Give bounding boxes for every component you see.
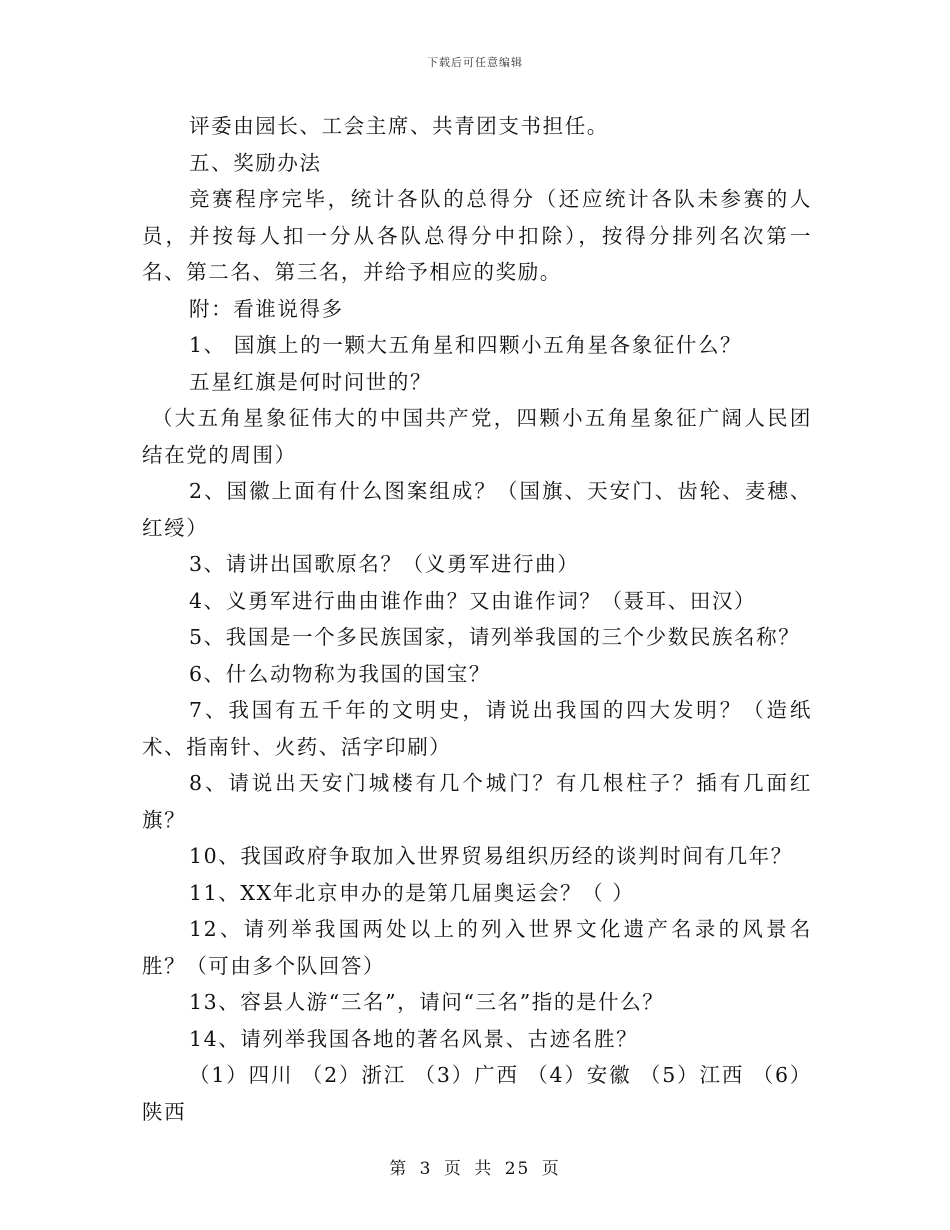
question-14: 14、请列举我国各地的著名风景、古迹名胜？ — [189, 1026, 639, 1051]
question-13: 13、容县人游“三名”，请问“三名”指的是什么？ — [189, 990, 665, 1014]
question-1-continued: 五星红旗是何时问世的？ — [189, 369, 433, 394]
question-8: 8、请说出天安门城楼有几个城门？有几根柱子？插有几面红旗？ — [142, 771, 812, 832]
question-1: 1、 国旗上的一颗大五角星和四颗小五角星各象征什么？ — [189, 333, 743, 357]
question-2: 2、国徽上面有什么图案组成？（国旗、天安门、齿轮、麦穗、红绶） — [142, 479, 812, 540]
question-6: 6、什么动物称为我国的国宝？ — [189, 661, 491, 686]
question-3: 3、请讲出国歌原名？（义勇军进行曲） — [189, 552, 580, 576]
question-10: 10、我国政府争取加入世界贸易组织历经的谈判时间有几年？ — [189, 844, 793, 868]
question-7: 7、我国有五千年的文明史，请说出我国的四大发明？（造纸术、指南针、火药、活字印刷） — [142, 698, 812, 759]
paragraph-scoring: 竞赛程序完毕，统计各队的总得分（还应统计各队未参赛的人员，并按每人扣一分从各队总得分中扣除），按得分排列名次第一名、第二名、第三名，并给予相应的奖励。 — [142, 187, 812, 284]
question-14-options: （1）四川 （2）浙江 （3）广西 （4）安徽 （5）江西 （6）陕西 — [142, 1063, 812, 1124]
question-11: 11、XX年北京申办的是第几届奥运会？（ ） — [189, 880, 635, 905]
question-4: 4、义勇军进行曲由谁作曲？又由谁作词？（聂耳、田汉） — [189, 588, 757, 613]
question-5: 5、我国是一个多民族国家，请列举我国的三个少数民族名称？ — [189, 625, 801, 649]
document-body — [142, 108, 812, 1130]
page-number: 第 3 页 共 25 页 — [389, 1159, 561, 1179]
page-header-note: 下载后可任意编辑 — [427, 56, 523, 69]
answer-1: （大五角星象征伟大的中国共产党，四颗小五角星象征广阔人民团结在党的周围） — [142, 406, 812, 467]
section-heading-rewards: 五、奖励办法 — [189, 150, 322, 175]
paragraph-judges: 评委由园长、工会主席、共青团支书担任。 — [189, 114, 609, 138]
appendix-heading: 附：看谁说得多 — [189, 296, 344, 321]
question-12: 12、请列举我国两处以上的列入世界文化遗产名录的风景名胜？（可由多个队回答） — [142, 917, 812, 978]
